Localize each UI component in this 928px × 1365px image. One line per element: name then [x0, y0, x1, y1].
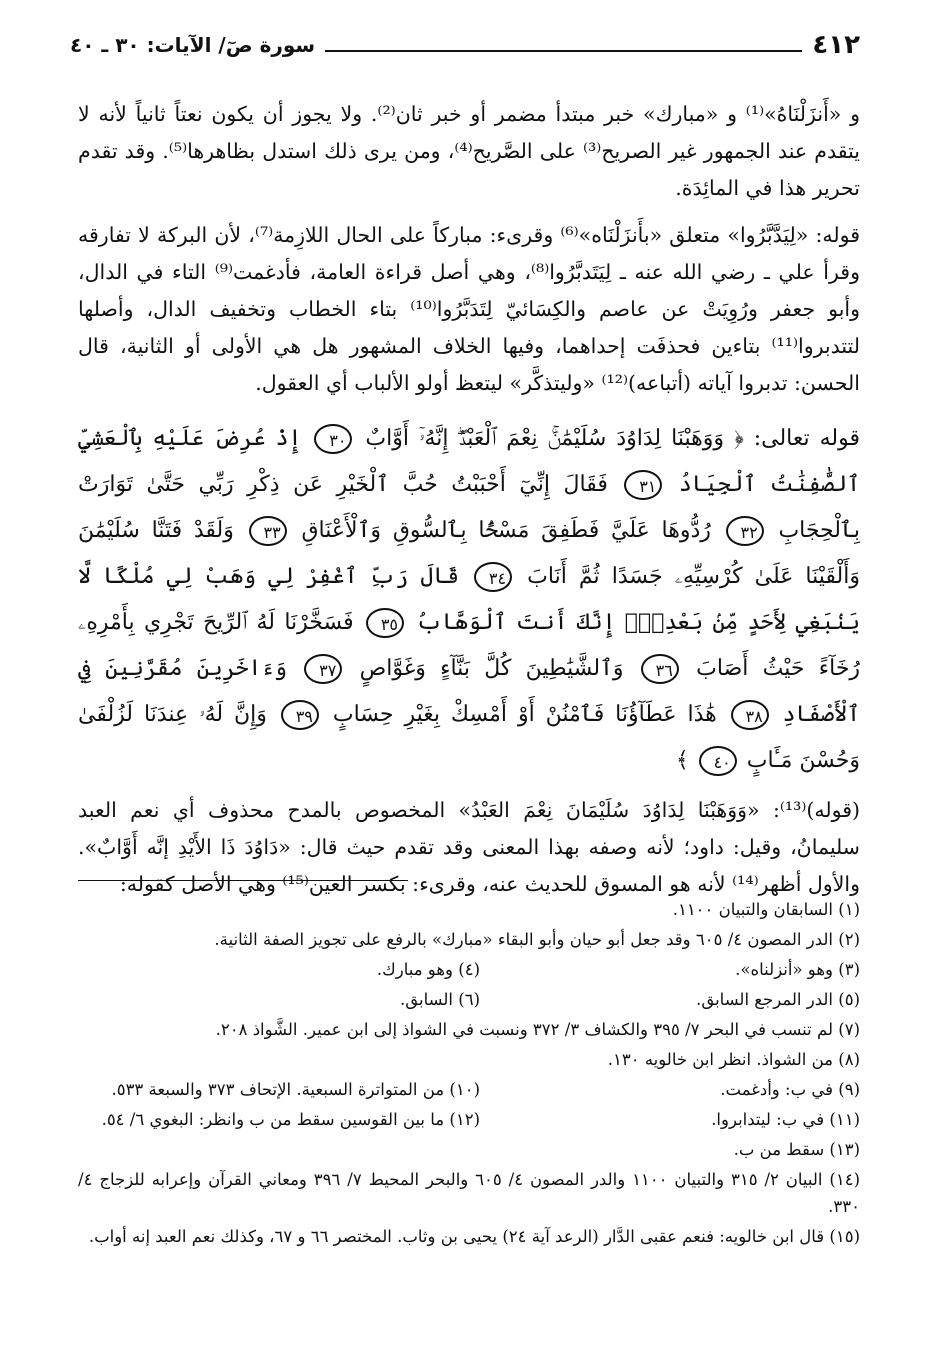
paragraph-2: قوله: «لِيَدَّبَّرُوا» متعلق «بأَنزَلْنَاه»⁽⁶⁾ وقرىء: مباركاً على الحال اللازِمة⁽⁷⁾، لأن البركة لا تفارقه وقرأ علي ـ رضي الله عنه ـ لِيَتَدبَّرُوا⁽⁸⁾، وهي أصل قراءة العامة، فأدغمت⁽⁹⁾ التاء في الدال، وأبو جعفر ورُوِيَتْ عن عاصم والكِسَائيّ لِتَدَبَّرُوا⁽¹⁰⁾ بتاء الخطاب وتخفيف الدال، وأصلها لتتدبروا⁽¹¹⁾ بتاءين فحذفَت إحداهما، وفيها الخلاف المشهور هل هي الأولى أو الثانية، قال الحسن: تدبروا آياته (أتباعه)⁽¹²⁾ «وليتذكَّر» ليتعظ أولو الألباب أي العقول. [78, 223, 861, 395]
paragraph-3: (قوله)⁽¹³⁾: «وَوَهَبْنَا لِدَاوُدَ سُلَيْمَانَ نِعْمَ العَبْدُ» المخصوص بالمدح محذوف أي نعم العبد سليمانُ، وقيل: داود؛ لأنه وصفه بهذا المعنى وقد تقدم حيث قال: «دَاوُدَ ذَا الأَيْدِ إنَّه أَوَّابٌ». والأول أظهر⁽¹⁴⁾ لأنه هو المسوق للحديث عنه، وقرىء: بكسر العين⁽¹⁵⁾ وهي الأصل كقوله: [78, 798, 860, 896]
footnote-12: (١٢) ما بين القوسين سقط من ب وانظر: البغوي ٦/ ٥٤. [101, 1110, 480, 1129]
quran-verses-block [78, 416, 860, 784]
page-header [70, 28, 860, 62]
verse-text: هَٰذَا عَطَآؤُنَا فَٱمْنُنْ أَوْ أَمْسِكْ بِغَيْرِ حِسَابٍ [332, 702, 717, 727]
verse-number: ٣٦ [641, 654, 679, 684]
verse-number: ٣٨ [731, 700, 769, 730]
page-number: ٤١٢ [812, 30, 860, 60]
footnote-row [78, 1076, 860, 1103]
footnote-1: (١) السابقان والتبيان ١١٠٠. [672, 900, 860, 919]
footnote-2: (٢) الدر المصون ٤/ ٦٠٥ وقد جعل أبو حيان وأبو البقاء «مبارك» بالرفع على تجويز الصفة الثانية. [214, 930, 860, 949]
footnote-row [78, 956, 860, 983]
footnote-13: (١٣) سقط من ب. [733, 1140, 860, 1159]
verse-number: ٣٥ [366, 608, 404, 638]
footnote-4: (٤) وهو مبارك. [376, 960, 480, 979]
verse-text: قَالَ رَبِّ ٱغْفِرْ لِي وَهَبْ لِي مُلْكًا لَّا يَنۢبَغِي لِأَحَدٍ مِّنۢ بَعْدِيٓۖ إِنَّكَ أَنتَ ٱلْوَهَّابُ [78, 564, 860, 635]
verse-text: وَإِنَّ لَهُۥ عِندَنَا لَزُلْفَىٰ وَحُسْنَ مَـَٔابٍ [78, 702, 860, 773]
verse-brace-open: ﴿ [733, 426, 744, 451]
verse-brace-close: ﴾ [675, 748, 689, 773]
footnote-row [78, 1106, 860, 1133]
verse-number: ٣٠ [314, 424, 352, 454]
verse-text: إِذْ عُرِضَ عَلَيْهِ بِٱلْعَشِيِّ ٱلصَّٰفِنَٰتُ ٱلْجِيَادُ [78, 426, 861, 497]
running-title: سورة صٓ/ الآيات: ٣٠ ـ ٤٠ [70, 33, 316, 57]
verse-text: فَقَالَ إِنِّيٓ أَحْبَبْتُ حُبَّ ٱلْخَيْرِ عَن ذِكْرِ رَبِّي حَتَّىٰ تَوَارَتْ بِٱلْحِجَابِ [78, 472, 860, 543]
footnote-6: (٦) السابق. [400, 990, 480, 1009]
footnote-8: (٨) من الشواذ. انظر ابن خالويه ١٣٠. [607, 1050, 860, 1069]
verse-number: ٣٣ [249, 516, 287, 546]
footnote-5: (٥) الدر المرجع السابق. [696, 990, 860, 1009]
verse-number: ٣٧ [304, 654, 342, 684]
verse-text: وَلَقَدْ فَتَنَّا سُلَيْمَٰنَ وَأَلْقَيْنَا عَلَىٰ كُرْسِيِّهِۦ جَسَدًا ثُمَّ أَنَابَ [78, 518, 860, 589]
verses-intro: قوله تعالى: [753, 426, 861, 451]
footnote-3: (٣) وهو «أنزلناه». [735, 960, 860, 979]
verse-text: فَسَخَّرْنَا لَهُ ٱلرِّيحَ تَجْرِي بِأَمْرِهِۦ رُخَآءً حَيْثُ أَصَابَ [78, 610, 861, 681]
verse-number: ٣٩ [281, 700, 319, 730]
footnote-separator [78, 880, 408, 881]
verse-text: وَٱلشَّيَٰطِينَ كُلَّ بَنَّآءٍ وَغَوَّاصٍ [359, 656, 624, 681]
verse-number: ٣١ [624, 470, 662, 500]
header-rule [325, 50, 802, 52]
main-text [78, 96, 860, 913]
verse-number: ٣٢ [726, 516, 764, 546]
footnote-15: (١٥) قال ابن خالويه: فنعم عقبى الدَّار (الرعد آية ٢٤) يحيى بن وثاب. المختصر ٦٦ و ٦٧، وكذلك نعم العبد إنه أواب. [88, 1227, 860, 1246]
verse-number: ٤٠ [699, 746, 737, 776]
footnotes [78, 896, 860, 1253]
verse-text: وَوَهَبْنَا لِدَاوُدَ سُلَيْمَٰنَۚ نِعْمَ ٱلْعَبْدُۖ إِنَّهُۥٓ أَوَّابٌ [365, 426, 724, 451]
footnote-row [78, 986, 860, 1013]
verse-text: رُدُّوهَا عَلَيَّ فَطَفِقَ مَسْحًۢا بِٱلسُّوقِ وَٱلْأَعْنَاقِ [301, 518, 711, 543]
footnote-9: (٩) في ب: وأدغمت. [720, 1080, 860, 1099]
paragraph-1: و «أَنزَلْنَاهُ»⁽¹⁾ و «مبارك» خبر مبتدأ مضمر أو خبر ثان⁽²⁾. ولا يجوز أن يكون نعتاً ثانياً لأنه لا يتقدم عند الجمهور غير الصريح⁽³⁾ على الصَّريح⁽⁴⁾، ومن يرى ذلك استدل بظاهرها⁽⁵⁾. وقد تقدم تحرير هذا في المائِدَة. [78, 102, 860, 200]
footnote-10: (١٠) من المتواترة السبعية. الإتحاف ٣٧٣ والسبعة ٥٣٣. [111, 1080, 480, 1099]
footnote-11: (١١) في ب: ليتدابروا. [711, 1110, 860, 1129]
footnote-7: (٧) لم تنسب في البحر ٧/ ٣٩٥ والكشاف ٣/ ٣٧٢ ونسبت في الشواذ إلى ابن عمير. الشَّواذ ٢٠٨. [215, 1020, 860, 1039]
verse-text: وَءَاخَرِينَ مُقَرَّنِينَ فِي ٱلْأَصْفَادِ [78, 656, 861, 727]
footnote-14: (١٤) البيان ٢/ ٣١٥ والتبيان ١١٠٠ والدر المصون ٤/ ٦٠٥ والبحر المحيط ٧/ ٣٩٦ ومعاني القرآن وإعرابه للزجاج ٤/ ٣٣٠. [78, 1170, 860, 1216]
verse-number: ٣٤ [474, 562, 512, 592]
